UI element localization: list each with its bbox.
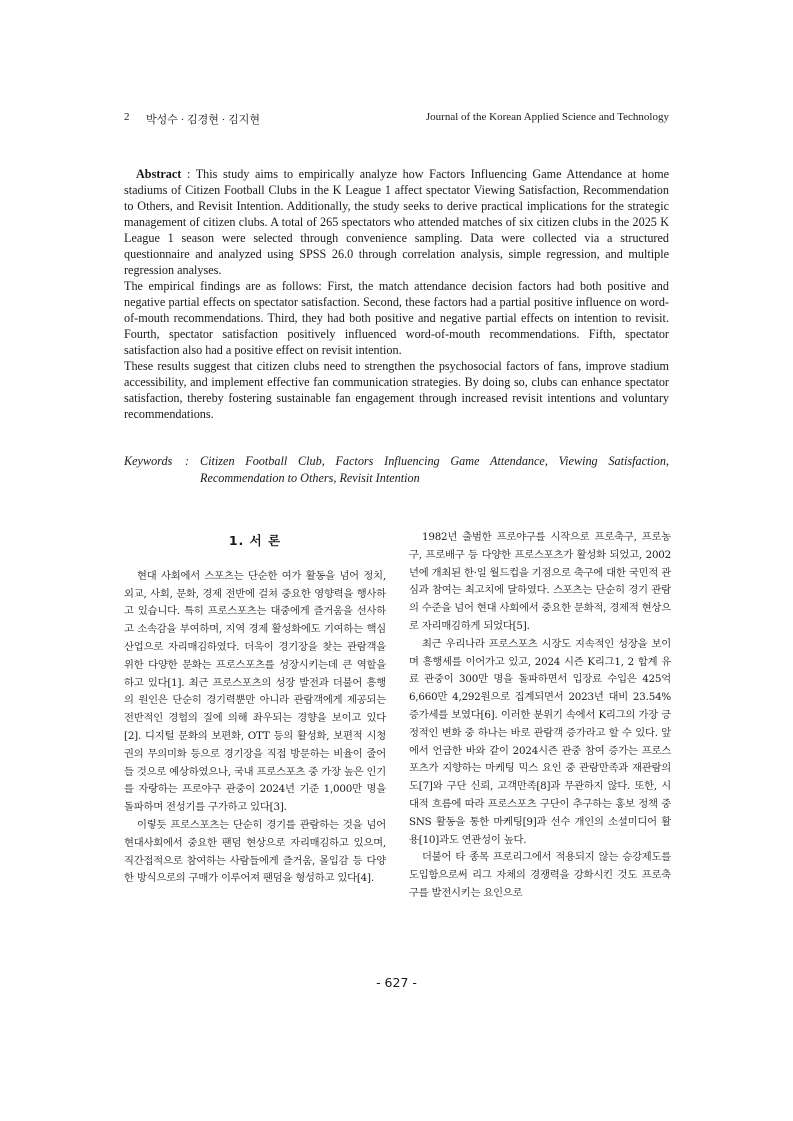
abstract [124, 166, 669, 422]
keywords-text: Citizen Football Club, Factors Influencing Game Attendance, Viewing Satisfaction, Recommendation to Others, Revisit Intention [200, 454, 669, 485]
body-paragraph: 이렇듯 프로스포츠는 단순히 경기를 관람하는 것을 넘어 현대사회에서 중요한 팬덤 현상으로 자리매김하고 있으며, 직간접적으로 참여하는 사람들에게 즐거움, 몰입감 등 다양한 방식으로의 구매가 이루어져 팬덤을 형성하고 있다[4]. [124, 818, 386, 885]
body-paragraph: 더불어 타 종목 프로리그에서 적용되지 않는 승강제도를 도입함으로써 리그 자체의 경쟁력을 강화시킨 것도 프로축구를 발전시키는 요인으로 [409, 851, 671, 899]
abstract-text-1: : This study aims to empirically analyze how Factors Influencing Game Attendance at home stadiums of Citizen Football Clubs in the K League 1 affect spectator Viewing Satisfaction, Recommendation to Others, and Revisit Intention. Additionally, the study seeks to derive practical implications for the strategic management of citizen clubs. A total of 265 spectators who attended matches of six citizen clubs in the 2025 K League 1 season were selected through convenience sampling. Data were collected via a structured questionnaire and analyzed using SPSS 26.0 through correlation analysis, simple regression, and multiple regression analyses. [124, 167, 669, 277]
abstract-paragraph-2: The empirical findings are as follows: First, the match attendance decision factors had both positive and negative partial effects on spectator satisfaction. Second, these factors had a partial positive influence on word-of-mouth recommendations. Third, they had both positive and negative partial effects on intention to revisit. Fourth, spectator satisfaction positively influenced word-of-mouth recommendations. Fifth, spectator satisfaction also had a positive effect on revisit intention. [124, 279, 669, 357]
header-authors: 박성수 · 김경현 · 김지현 [146, 114, 260, 126]
page-number: - 627 - [376, 975, 417, 990]
header-page-number: 2 [124, 111, 130, 123]
abstract-label: Abstract [136, 167, 182, 181]
body-paragraph: 최근 우리나라 프로스포츠 시장도 지속적인 성장을 보이며 흥행세를 이어가고 있고, 2024 시즌 K리그1, 2 합계 유료 관중이 300만 명을 돌파하면서 입장료 수입은 425억 6,660만 4,292원으로 집계되면서 2023년 대비 23.54% 증가세를 보였다[6]. 이러한 분위기 속에서 K리그의 가장 긍정적인 변화 중 하나는 바로 관람객 증가라고 할 수 있다. 앞에서 언급한 바와 같이 2024시즌 관중 참여 증가는 프로스포츠가 지향하는 마케팅 믹스 요인 중 관람만족과 재관람의도[7]와 구단 신뢰, 고객만족[8]과 무관하지 않다. 또한, 시대적 흐름에 따라 프로스포츠 구단이 추구하는 홍보 정책 중 SNS 활동을 통한 마케팅[9]과 선수 개인의 소셜미디어 활용[10]과도 연관성이 높다. [409, 637, 671, 846]
keywords-colon: : [185, 454, 190, 468]
body-column-left [124, 529, 386, 888]
body-column-right [409, 529, 671, 903]
keywords-label: Keywords [124, 454, 173, 468]
abstract-paragraph-3: These results suggest that citizen clubs need to strengthen the psychosocial factors of fans, improve stadium accessibility, and implement effective fan communication strategies. By doing so, clubs can enhance spectator satisfaction, thereby fostering sustainable fan engagement through increased revisit intentions and voluntary recommendations. [124, 359, 669, 421]
abstract-paragraph-1 [124, 166, 669, 278]
body-paragraph: 현대 사회에서 스포츠는 단순한 여가 활동을 넘어 정치, 외교, 사회, 문화, 경제 전반에 걸쳐 중요한 영향력을 행사하고 있습니다. 특히 프로스포츠는 대중에게 즐거움을 선사하고 소속감을 부여하며, 지역 경제 활성화에도 기여하는 핵심 산업으로 자리매김하였다. 더욱이 경기장을 찾는 관람객을 위한 다양한 문화는 프로스포츠를 성장시키는데 큰 역할을 하고 있다[1]. 최근 프로스포츠의 성장 발전과 더불어 흥행의 원인은 단순히 경기력뿐만 아니라 관람객에게 제공되는 전반적인 경험의 질에 의해 좌우되는 경향을 보이고 있다[2]. 디지털 문화의 보편화, OTT 등의 활성화, 보편적 시청권의 무의미화 등으로 경기장을 직접 방문하는 비율이 줄어들 것으로 예상하였으나, 국내 프로스포츠 중 가장 높은 인기를 자랑하는 프로야구 관중이 2024년 기준 1,000만 명을 돌파하며 전성기를 구가하고 있다[3]. [124, 569, 386, 814]
header-journal-title: Journal of the Korean Applied Science and Technology [425, 111, 669, 123]
body-paragraph: 1982년 출범한 프로야구를 시작으로 프로축구, 프로농구, 프로배구 등 다양한 프로스포츠가 활성화 되었고, 2002년에 개최된 한·일 월드컵을 기점으로 축구에 대한 국민적 관심과 참여는 최고치에 달하였다. 스포츠는 단순히 경기 관람의 수준을 넘어 현대 사회에서 중요한 문화적, 경제적 현상으로 자리매김하게 되었다[5]. [409, 531, 671, 632]
page-header [124, 111, 669, 127]
section-title: 1. 서 론 [228, 533, 282, 548]
